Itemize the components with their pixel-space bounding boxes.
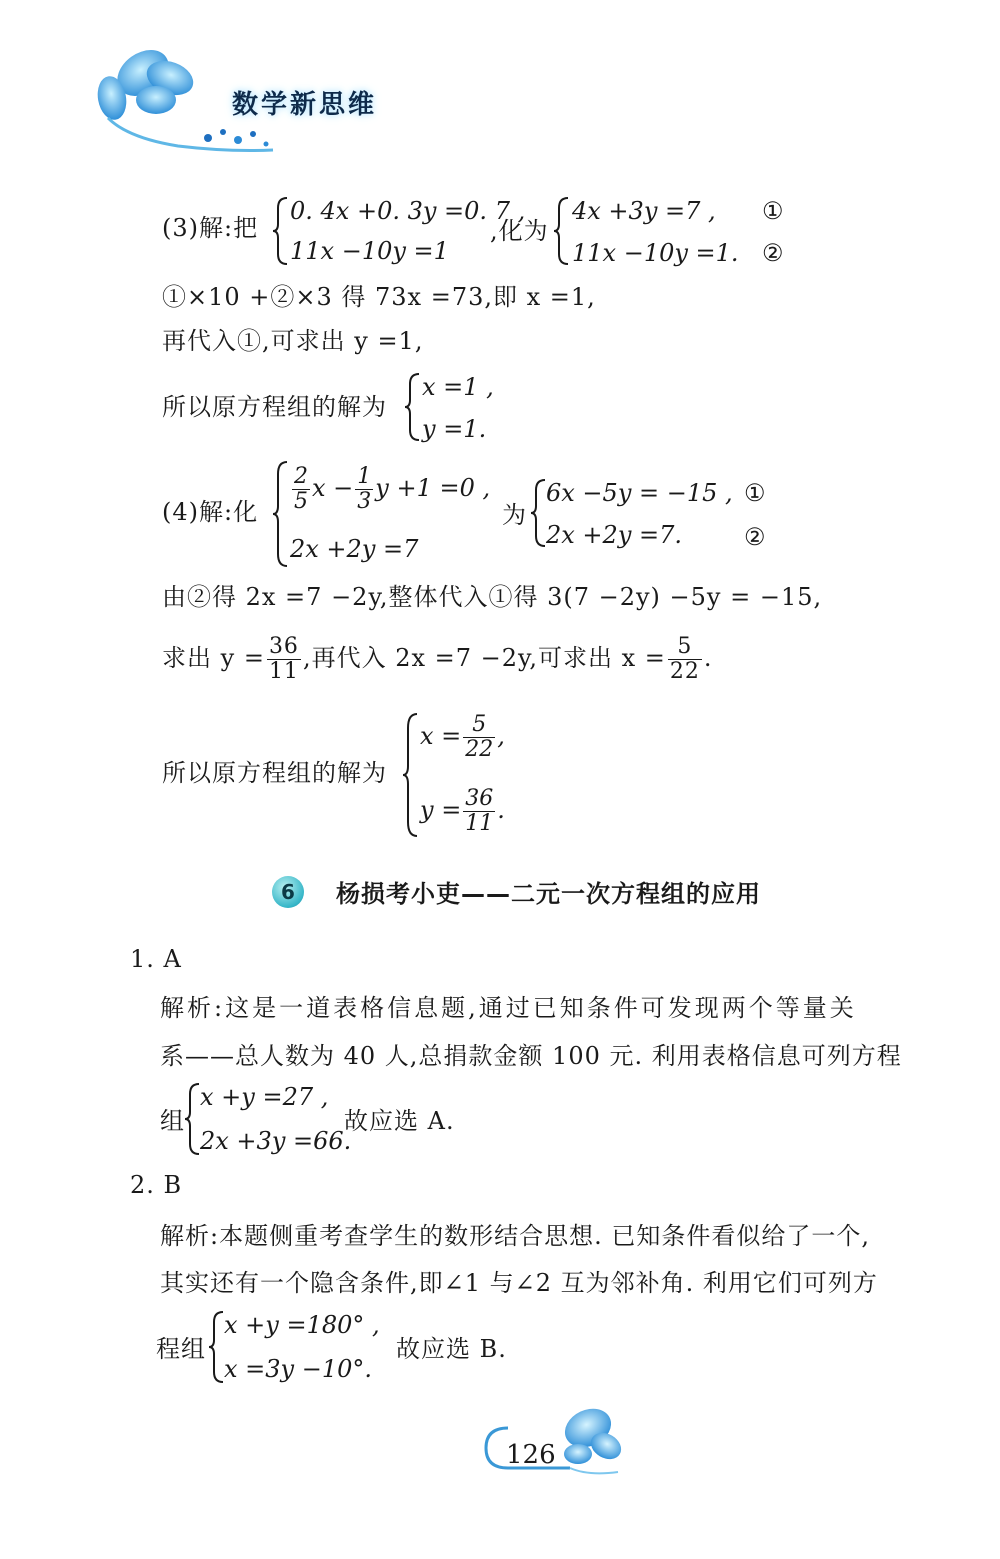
fraction: $\frac{2}{5}$ [294, 464, 308, 514]
eq-mark-2: ② [762, 239, 784, 267]
header-title: 数学新思维 [232, 90, 378, 120]
p4-solution-label: 所以原方程组的解为 [162, 759, 387, 787]
eq-mark-2: ② [744, 523, 766, 551]
page-number: 126 [506, 1440, 556, 1470]
q1-prefix: 组 [160, 1107, 185, 1135]
p4-label: (4)解:化 [162, 498, 259, 526]
q1-analysis-line2: 系——总人数为 40 人,总捐款金额 100 元. 利用表格信息可列方程 [160, 1042, 902, 1070]
p3-sys2-eq2: 11x −10y =1. [572, 239, 739, 267]
p4-line3: 求出 y = $\frac{36}{11}$ ,再代入 2x =7 −2y,可求出 x = $\frac{5}{22}$ . [162, 634, 713, 684]
p3-solution-x: x =1 , [422, 373, 494, 401]
p4-line2: 由②得 2x =7 −2y,整体代入①得 3(7 −2y) −5y = −15, [162, 583, 823, 611]
p3-sys1-eq2: 11x −10y =1 [290, 237, 449, 265]
p3-line3: 再代入①,可求出 y =1, [162, 327, 424, 355]
p3-sys2-eq1: 4x +3y =7 , [572, 197, 716, 225]
fraction: $\frac{5}{22}$ [669, 634, 700, 684]
brace-icon [272, 460, 290, 568]
p3-solution-label: 所以原方程组的解为 [162, 393, 387, 421]
p3-solution-y: y =1. [422, 415, 487, 443]
fraction: $\frac{5}{22}$ [465, 712, 494, 762]
p3-sys1-eq1: 0. 4x +0. 3y =0. 7 , [290, 197, 526, 225]
brace-icon [404, 372, 422, 442]
p4-solution-x: x = $\frac{5}{22}$ , [420, 712, 505, 762]
q1-answer: 1. A [130, 945, 182, 973]
p4-sys2-eq2: 2x +2y =7. [546, 521, 683, 549]
section-title: 杨损考小吏——二元一次方程组的应用 [336, 880, 761, 908]
p4-sys1-eq1: $\frac{2}{5}$ x − $\frac{1}{3}$ y +1 =0 , [294, 464, 491, 514]
p3-middle: ,化为 [490, 217, 549, 245]
q2-system-eq2: x =3y −10°. [224, 1355, 373, 1383]
brace-icon [402, 712, 420, 838]
p3-line2: ①×10 +②×3 得 73x =73,即 x =1, [162, 283, 596, 311]
eq-mark-1: ① [744, 479, 766, 507]
fraction: $\frac{36}{11}$ [268, 634, 299, 684]
q1-analysis-line1: 解析:这是一道表格信息题,通过已知条件可发现两个等量关 [160, 994, 857, 1022]
fraction: $\frac{1}{3}$ [357, 464, 372, 514]
q2-analysis-line2: 其实还有一个隐含条件,即∠1 与∠2 互为邻补角. 利用它们可列方 [160, 1269, 878, 1297]
eq-mark-1: ① [762, 197, 784, 225]
p4-sys2-eq1: 6x −5y = −15 , [546, 479, 733, 507]
p4-solution-y: y = $\frac{36}{11}$ . [420, 786, 505, 836]
q2-prefix: 程组 [156, 1335, 206, 1363]
p3-label: (3)解:把 [162, 214, 259, 242]
q2-analysis-line1: 解析:本题侧重考查学生的数形结合思想. 已知条件看似给了一个, [160, 1222, 870, 1250]
p4-middle: 为 [502, 501, 527, 529]
fraction: $\frac{36}{11}$ [465, 786, 494, 836]
brace-icon [272, 196, 290, 266]
q2-conclusion: 故应选 B. [396, 1335, 507, 1363]
q1-system-eq1: x +y =27 , [200, 1083, 329, 1111]
q2-system-eq1: x +y =180° , [224, 1311, 380, 1339]
q1-conclusion: 故应选 A. [344, 1107, 455, 1135]
p4-sys1-eq2: 2x +2y =7 [290, 535, 419, 563]
brace-icon [553, 196, 571, 266]
q2-answer: 2. B [130, 1171, 183, 1199]
q1-system-eq2: 2x +3y =66. [200, 1127, 352, 1155]
section-number-badge: 6 [272, 876, 304, 908]
